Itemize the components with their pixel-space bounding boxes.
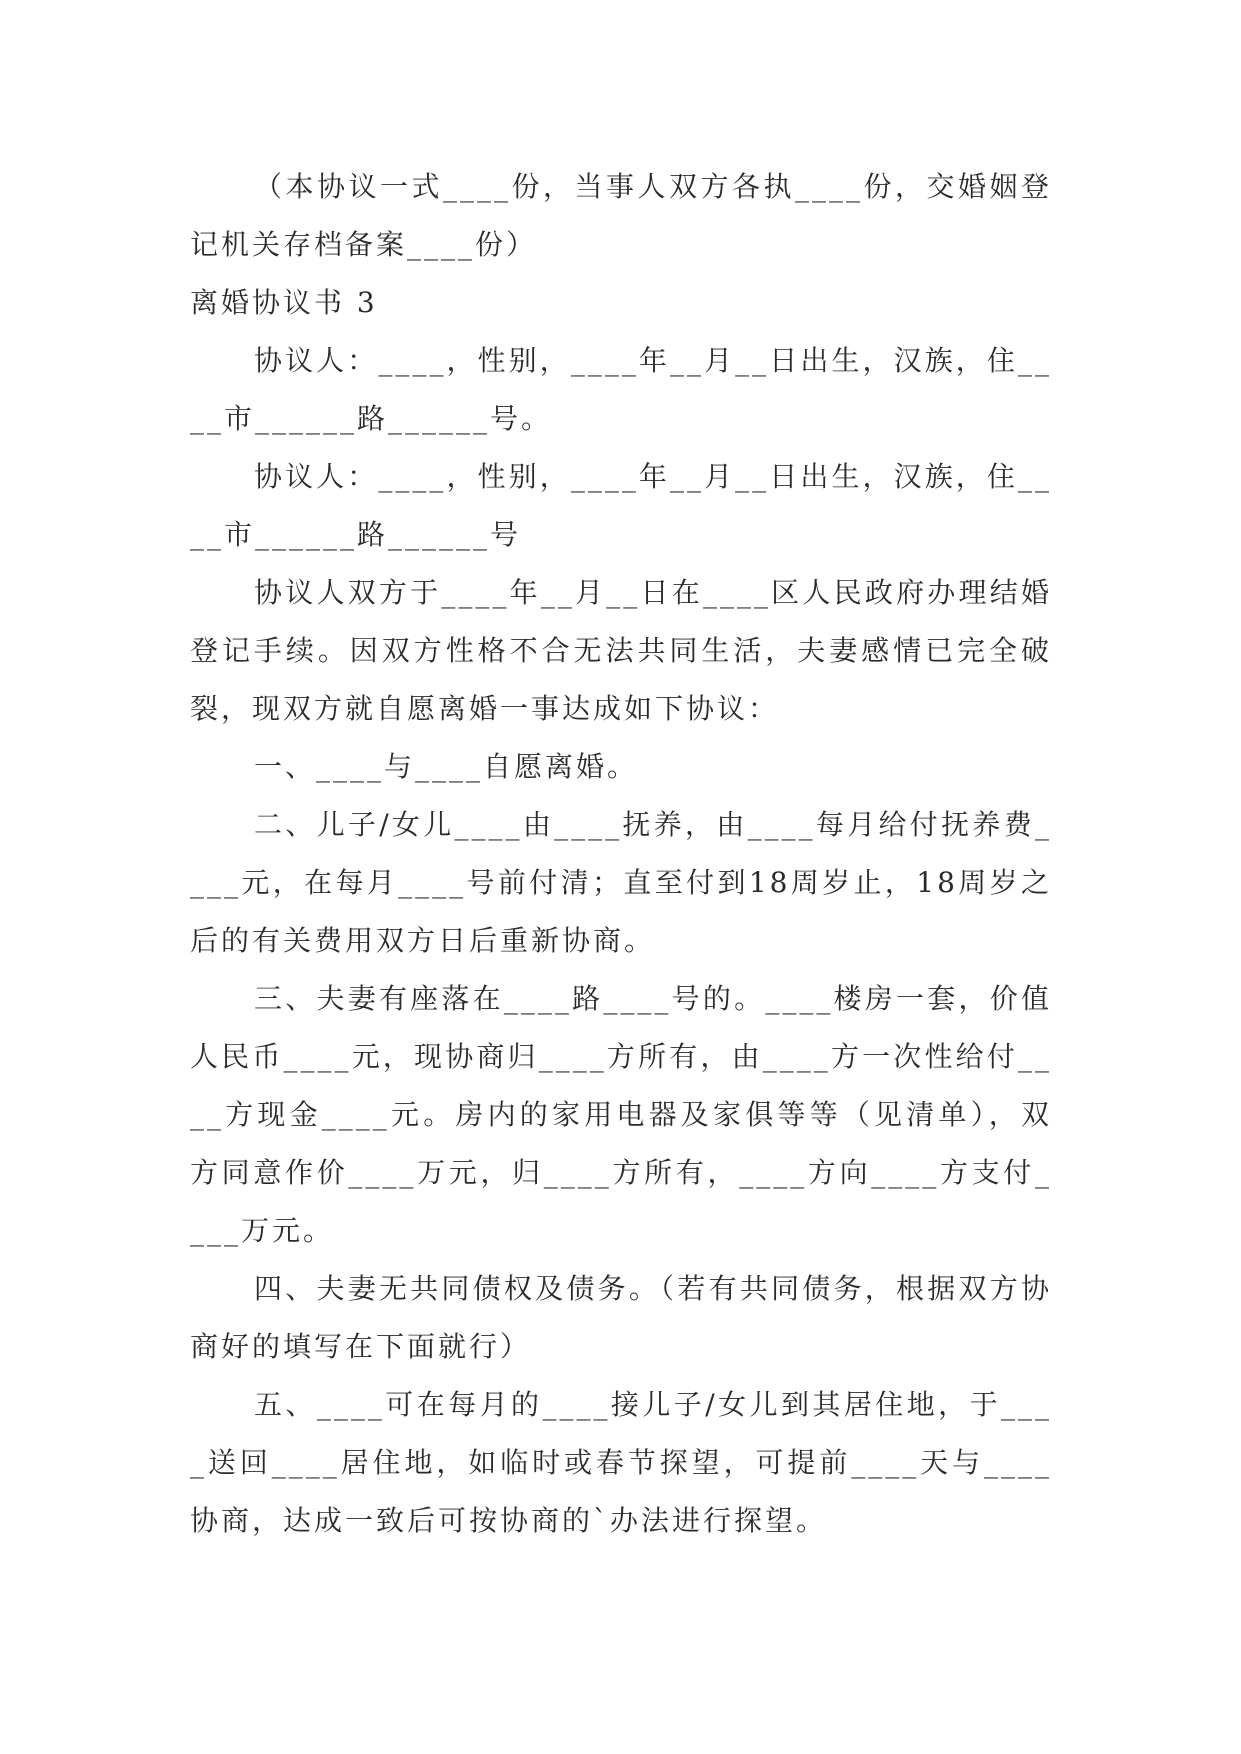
paragraph-party-one: 协议人：____，性别，____年__月__日出生，汉族，住____市______路______号。 [190, 344, 1052, 435]
clause-five: 五、____可在每月的____接儿子/女儿到其居住地，于____送回____居住地，如临时或春节探望，可提前____天与____协商，达成一致后可按协商的`办法进行探望。 [190, 1388, 1052, 1537]
paragraph-marriage-registration: 协议人双方于____年__月__日在____区人民政府办理结婚登记手续。因双方性格不合无法共同生活，夫妻感情已完全破裂，现双方就自愿离婚一事达成如下协议： [190, 576, 1052, 725]
paragraph-party-two: 协议人：____，性别，____年__月__日出生，汉族，住____市______路______号 [190, 460, 1052, 551]
clause-four: 四、夫妻无共同债权及债务。（若有共同债务，根据双方协商好的填写在下面就行） [190, 1272, 1052, 1363]
clause-three: 三、夫妻有座落在____路____号的。____楼房一套，价值人民币____元，现协商归____方所有，由____方一次性给付____方现金____元。房内的家用电器及家俱等等（见清单），双方同意作价____万元，归____方所有，____方向____方支付____万元。 [190, 982, 1052, 1247]
clause-one: 一、____与____自愿离婚。 [254, 750, 639, 783]
paragraph-copies-note: （本协议一式____份，当事人双方各执____份，交婚姻登记机关存档备案____份） [190, 170, 1052, 261]
document-body [190, 158, 1052, 1550]
clause-two: 二、儿子/女儿____由____抚养，由____每月给付抚养费____元，在每月____号前付清；直至付到18周岁止，18周岁之后的有关费用双方日后重新协商。 [190, 808, 1052, 957]
section-title: 离婚协议书 3 [190, 286, 378, 319]
